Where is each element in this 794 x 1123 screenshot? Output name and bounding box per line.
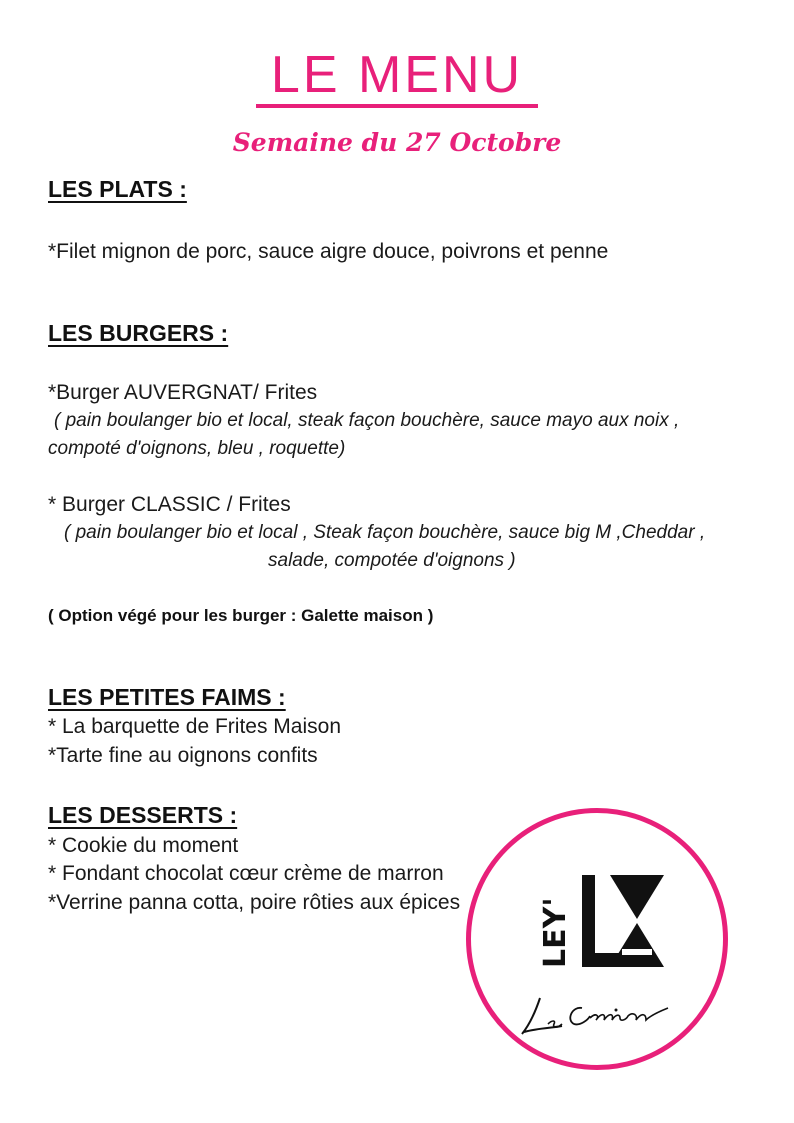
menu-item-description: compoté d'oignons, bleu , roquette) bbox=[48, 438, 346, 459]
brand-logo-ley-text: LEY' bbox=[538, 897, 573, 968]
menu-item: *Tarte fine au oignons confits bbox=[48, 744, 318, 767]
menu-item: * Fondant chocolat cœur crème de marron bbox=[48, 862, 444, 885]
menu-item-description: ( pain boulanger bio et local , Steak façon bouchère, sauce big M ,Cheddar , bbox=[64, 522, 706, 543]
section-heading-plats: LES PLATS : bbox=[48, 176, 187, 202]
menu-item: *Filet mignon de porc, sauce aigre douce, poivrons et penne bbox=[48, 240, 609, 263]
section-heading-desserts: LES DESSERTS : bbox=[48, 802, 238, 828]
menu-item: * La barquette de Frites Maison bbox=[48, 715, 341, 738]
brand-logo-signature-icon bbox=[518, 990, 690, 1038]
menu-item: * Burger CLASSIC / Frites bbox=[48, 493, 291, 516]
section-heading-burgers: LES BURGERS : bbox=[48, 320, 229, 346]
title-underline bbox=[256, 104, 538, 108]
brand-logo-la-mark-icon bbox=[580, 873, 666, 969]
menu-item-description: salade, compotée d'oignons ) bbox=[268, 550, 516, 571]
vegetarian-option-note: ( Option végé pour les burger : Galette maison ) bbox=[48, 606, 434, 625]
menu-item: *Burger AUVERGNAT/ Frites bbox=[48, 381, 318, 404]
menu-item: *Verrine panna cotta, poire rôties aux épices bbox=[48, 891, 461, 914]
menu-item-description: ( pain boulanger bio et local, steak façon bouchère, sauce mayo aux noix , bbox=[54, 410, 680, 431]
page-subtitle: Semaine du 27 Octobre bbox=[232, 128, 562, 157]
page-title: LE MENU bbox=[270, 46, 524, 104]
menu-item: * Cookie du moment bbox=[48, 834, 239, 857]
section-heading-petites-faims: LES PETITES FAIMS : bbox=[48, 684, 286, 710]
